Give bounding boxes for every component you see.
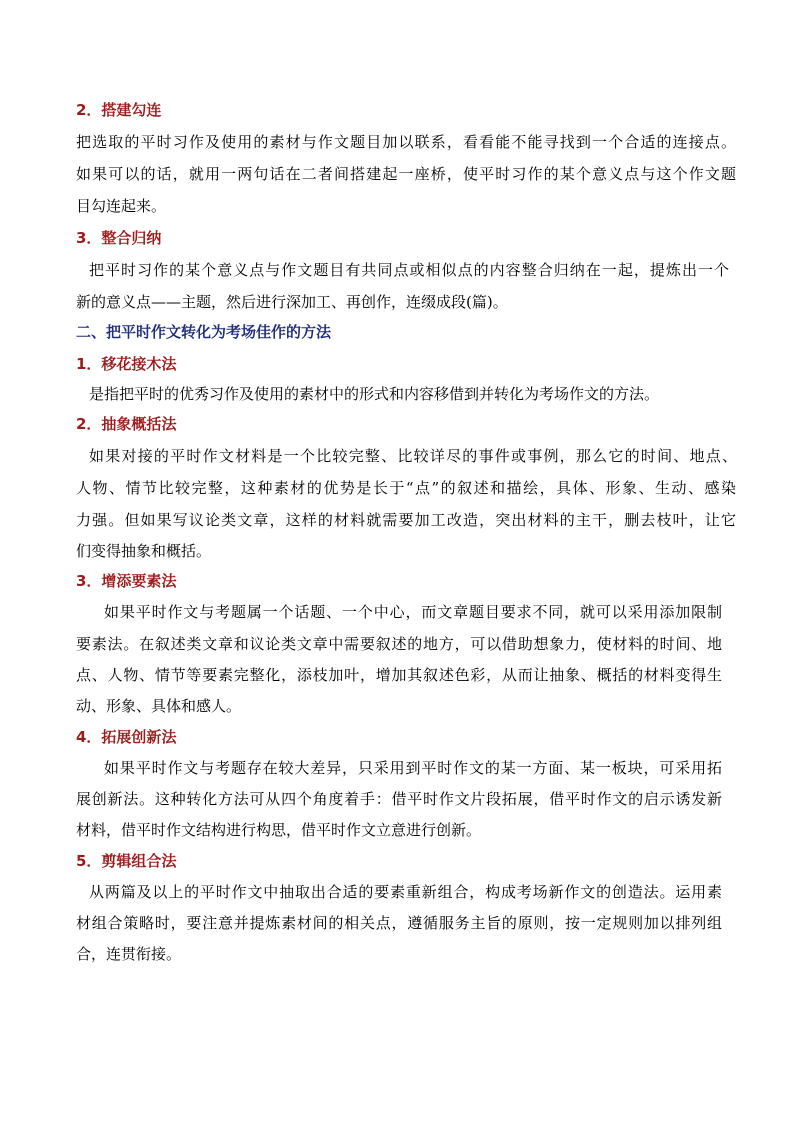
paragraph-line: 材组合策略时，要注意并提炼素材间的相关点，遵循服务主旨的原则，按一定规则加以排列组 [76,914,722,932]
method-heading-graft: 1．移花接木法 [76,355,177,373]
method-heading-expand-innovate: 4．拓展创新法 [76,728,177,746]
paragraph-line: 新的意义点——主题，然后进行深加工、再创作，连缀成段(篇)。 [76,293,508,311]
paragraph-line: 动、形象、具体和感人。 [76,697,242,715]
paragraph-line: 目勾连起来。 [76,197,167,215]
section-heading-build-link: 2．搭建勾连 [76,101,162,119]
paragraph-line: 如果对接的平时作文材料是一个比较完整、比较详尽的事件或事例，那么它的时间、地点、 [89,447,737,465]
part-heading-methods: 二、把平时作文转化为考场佳作的方法 [76,323,332,341]
paragraph-line: 把选取的平时习作及使用的素材与作文题目加以联系，看看能不能寻找到一个合适的连接点。 [76,133,736,151]
paragraph-line: 人物、情节比较完整，这种素材的优势是长于“点”的叙述和描绘，具体、形象、生动、感染 [76,479,736,497]
paragraph-line: 展创新法。这种转化方法可从四个角度着手：借平时作文片段拓展，借平时作文的启示诱发新 [76,790,722,808]
section-heading-integrate: 3．整合归纳 [76,229,162,247]
paragraph-line: 把平时习作的某个意义点与作文题目有共同点或相似点的内容整合归纳在一起，提炼出一个 [89,261,729,279]
paragraph-line: 如果可以的话，就用一两句话在二者间搭建起一座桥，使平时习作的某个意义点与这个作文题 [76,165,736,183]
paragraph-line: 材料，借平时作文结构进行构思，借平时作文立意进行创新。 [76,821,482,839]
method-heading-add-elements: 3．增添要素法 [76,572,177,590]
paragraph-line: 要素法。在叙述类文章和议论类文章中需要叙述的地方，可以借助想象力，使材料的时间、地 [76,635,722,653]
paragraph-line: 力强。但如果写议论类文章，这样的材料就需要加工改造，突出材料的主干，删去枝叶，让它 [76,511,736,529]
method-heading-abstract: 2．抽象概括法 [76,415,177,433]
method-heading-edit-combine: 5．剪辑组合法 [76,852,177,870]
paragraph-line: 们变得抽象和概括。 [76,542,212,560]
paragraph-line: 如果平时作文与考题存在较大差异，只采用到平时作文的某一方面、某一板块，可采用拓 [104,759,722,777]
paragraph-line: 如果平时作文与考题属一个话题、一个中心，而文章题目要求不同，就可以采用添加限制 [104,603,722,621]
paragraph-line: 合，连贯衔接。 [76,945,182,963]
paragraph-line: 是指把平时的优秀习作及使用的素材中的形式和内容移借到并转化为考场作文的方法。 [89,385,660,403]
paragraph-line: 点、人物、情节等要素完整化，添枝加叶，增加其叙述色彩，从而让抽象、概括的材料变得生 [76,666,722,684]
paragraph-line: 从两篇及以上的平时作文中抽取出合适的要素重新组合，构成考场新作文的创造法。运用素 [89,883,722,901]
